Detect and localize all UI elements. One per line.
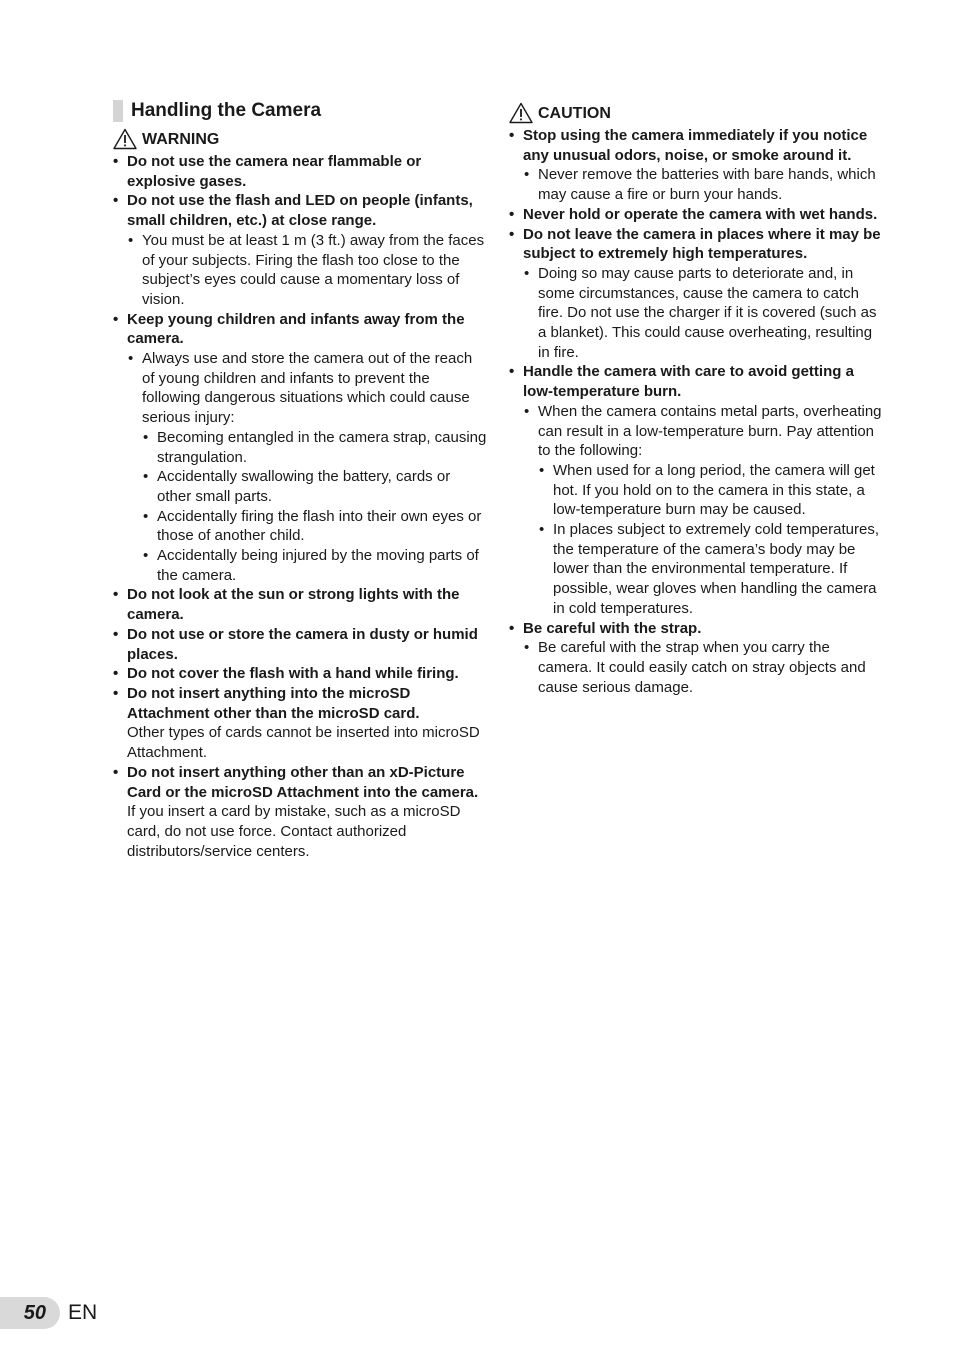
warning-item-head: • Do not insert anything other than an xD-Picture Card or the microSD Attachment into the camera.	[127, 763, 479, 801]
caution-subitem: • When the camera contains metal parts, overheating can result in a low-temperature burn. Pay attention to the following:	[509, 402, 884, 461]
warning-item	[113, 763, 488, 802]
warning-item	[113, 684, 488, 723]
warning-item-head: • Keep young children and infants away from the camera.	[127, 310, 465, 348]
caution-item-head: • Do not leave the camera in places where it may be subject to extremely high temperatures.	[523, 225, 881, 263]
caution-label: CAUTION	[538, 105, 611, 123]
warning-item	[113, 664, 488, 684]
warning-item-head: • Do not insert anything into the microSD Attachment other than the microSD card.	[127, 684, 420, 722]
warning-item-text: Other types of cards cannot be inserted into microSD Attachment.	[127, 724, 480, 762]
warning-item	[113, 191, 488, 230]
section-heading	[113, 100, 488, 122]
caution-item-head: • Stop using the camera immediately if you notice any unusual odors, noise, or smoke around it.	[523, 127, 868, 164]
warning-subitem: • You must be at least 1 m (3 ft.) away from the faces of your subjects. Firing the flash too close to the subject’s eyes could cause a momentary loss of vision.	[113, 231, 488, 310]
caution-item	[509, 225, 884, 264]
warning-subsubitem: • Accidentally being injured by the moving parts of the camera.	[113, 546, 488, 585]
left-column	[113, 100, 488, 861]
warning-triangle-icon	[113, 128, 137, 150]
warning-item	[113, 310, 488, 349]
warning-subsubitem: • Accidentally firing the flash into their own eyes or those of another child.	[113, 507, 488, 546]
warning-item-head: • Do not cover the flash with a hand while firing.	[127, 665, 459, 683]
warning-item-head: • Do not use the flash and LED on people (infants, small children, etc.) at close range.	[127, 192, 473, 230]
warning-label: WARNING	[142, 131, 220, 149]
caution-item	[509, 362, 884, 401]
caution-triangle-icon	[509, 102, 533, 124]
heading-marker-bar	[113, 100, 123, 122]
warning-subsubitem: • Accidentally swallowing the battery, cards or other small parts.	[113, 467, 488, 506]
warning-item-head: • Do not use the camera near flammable or explosive gases.	[127, 153, 422, 190]
caution-heading	[509, 102, 884, 124]
warning-item	[113, 625, 488, 664]
caution-subitem: • Be careful with the strap when you carry the camera. It could easily catch on stray objects and cause serious damage.	[509, 638, 884, 697]
caution-subitem: • Never remove the batteries with bare hands, which may cause a fire or burn your hands.	[509, 165, 884, 204]
warning-item-text: If you insert a card by mistake, such as a microSD card, do not use force. Contact authorized distributors/service centers.	[127, 803, 461, 860]
warning-item	[113, 585, 488, 624]
caution-subitem: • Doing so may cause parts to deteriorate and, in some circumstances, cause the camera to catch fire. Do not use the charger if it is covered (such as a blanket). This could cause overheating, resulting in fire.	[509, 264, 884, 363]
caution-item	[509, 126, 884, 165]
warning-heading	[113, 128, 488, 150]
caution-item-head: • Be careful with the strap.	[523, 619, 702, 637]
warning-item-head: • Do not use or store the camera in dusty or humid places.	[127, 625, 478, 663]
caution-item	[509, 205, 884, 225]
section-title: Handling the Camera	[131, 100, 322, 122]
caution-item	[509, 619, 884, 639]
right-column	[509, 102, 884, 697]
language-code: EN	[68, 1301, 98, 1324]
caution-subsubitem: • When used for a long period, the camera will get hot. If you hold on to the camera in this state, a low-temperature burn may be caused.	[509, 461, 884, 520]
warning-subitem: • Always use and store the camera out of the reach of young children and infants to prevent the following dangerous situations which could cause serious injury:	[113, 349, 488, 428]
page-footer	[0, 1297, 97, 1329]
warning-subsubitem: • Becoming entangled in the camera strap, causing strangulation.	[113, 428, 488, 467]
caution-subsubitem: • In places subject to extremely cold temperatures, the temperature of the camera’s body may be lower than the environmental temperature. If possible, wear gloves when handling the camera in cold temperatures.	[509, 520, 884, 619]
warning-item	[113, 152, 488, 191]
caution-item-head: • Handle the camera with care to avoid getting a low-temperature burn.	[523, 363, 854, 401]
warning-item-head: • Do not look at the sun or strong lights with the camera.	[127, 586, 460, 624]
caution-item-head: • Never hold or operate the camera with wet hands.	[523, 205, 878, 223]
page-number: 50	[0, 1297, 60, 1329]
